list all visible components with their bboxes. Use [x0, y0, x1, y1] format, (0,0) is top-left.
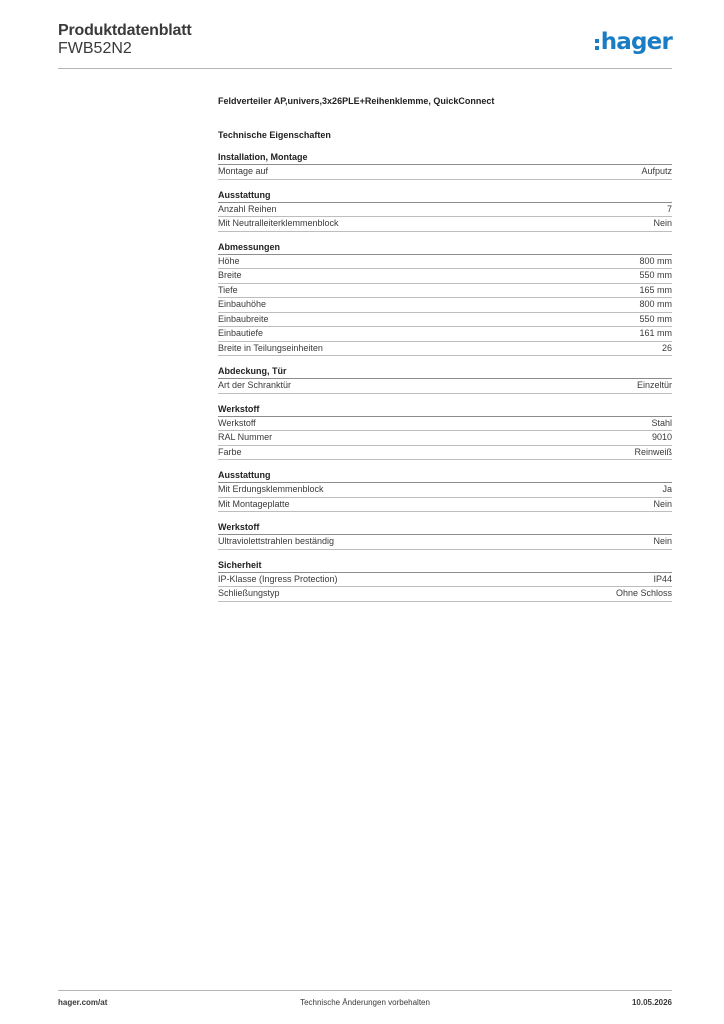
logo-colon-icon [595, 39, 599, 50]
property-value: Stahl [651, 417, 672, 428]
page-footer [58, 998, 672, 1012]
property-value: 800 mm [639, 255, 672, 266]
property-section [218, 189, 672, 232]
section-title: Werkstoff [218, 403, 672, 417]
property-value: Ja [662, 484, 672, 495]
property-label: Höhe [218, 255, 240, 266]
property-label: Art der Schranktür [218, 380, 292, 391]
property-section [218, 559, 672, 602]
properties-heading: Technische Eigenschaften [218, 130, 331, 140]
header-divider [58, 68, 672, 69]
property-section [218, 469, 672, 512]
property-value: 165 mm [639, 284, 672, 295]
property-label: Einbaubreite [218, 313, 269, 324]
property-row [218, 573, 672, 588]
property-label: Anzahl Reihen [218, 203, 277, 214]
property-label: Mit Neutralleiterklemmenblock [218, 218, 339, 229]
property-row [218, 217, 672, 232]
property-label: Einbauhöhe [218, 299, 267, 310]
property-label: Tiefe [218, 284, 238, 295]
property-row [218, 342, 672, 357]
property-value: 161 mm [639, 328, 672, 339]
property-label: Schließungstyp [218, 588, 280, 599]
product-code: FWB52N2 [58, 40, 132, 57]
property-label: IP-Klasse (Ingress Protection) [218, 573, 338, 584]
properties-sections [218, 151, 672, 602]
property-value: Nein [653, 536, 672, 547]
property-value: IP44 [653, 573, 672, 584]
property-value: Nein [653, 218, 672, 229]
footer-website-link[interactable]: hager.com/at [58, 998, 108, 1007]
property-row [218, 269, 672, 284]
property-row [218, 379, 672, 394]
property-row [218, 535, 672, 550]
footer-date: 10.05.2026 [631, 998, 672, 1007]
property-row [218, 298, 672, 313]
property-row [218, 483, 672, 498]
property-label: RAL Nummer [218, 432, 273, 443]
property-value: 550 mm [639, 313, 672, 324]
property-value: Ohne Schloss [615, 588, 672, 599]
property-label: Montage auf [218, 166, 269, 177]
property-value: Nein [653, 498, 672, 509]
footer-disclaimer: Technische Änderungen vorbehalten [300, 998, 430, 1007]
property-row [218, 203, 672, 218]
property-row [218, 284, 672, 299]
property-label: Ultraviolettstrahlen beständig [218, 536, 335, 547]
property-section [218, 403, 672, 461]
hager-logo [595, 28, 672, 56]
page-header [58, 20, 672, 70]
property-label: Werkstoff [218, 417, 256, 428]
logo-dot-top [595, 39, 599, 43]
logo-text: hager [600, 29, 672, 55]
document-title: Produktdatenblatt [58, 22, 192, 39]
property-value: 26 [661, 342, 672, 353]
property-section [218, 151, 672, 180]
property-value: 550 mm [639, 270, 672, 281]
property-value: 800 mm [639, 299, 672, 310]
property-section [218, 365, 672, 394]
property-value: Einzeltür [636, 380, 672, 391]
property-section [218, 521, 672, 550]
property-row [218, 165, 672, 180]
property-row [218, 587, 672, 602]
section-title: Werkstoff [218, 521, 672, 535]
property-label: Mit Erdungsklemmenblock [218, 484, 324, 495]
property-row [218, 417, 672, 432]
property-label: Breite in Teilungseinheiten [218, 342, 323, 353]
property-value: Aufputz [641, 166, 672, 177]
property-row [218, 327, 672, 342]
property-row [218, 446, 672, 461]
property-row [218, 313, 672, 328]
property-value: Reinweiß [634, 446, 672, 457]
property-label: Einbautiefe [218, 328, 264, 339]
section-title: Sicherheit [218, 559, 672, 573]
section-title: Installation, Montage [218, 151, 672, 165]
property-section [218, 241, 672, 357]
product-description: Feldverteiler AP,univers,3x26PLE+Reihenklemme, QuickConnect [218, 96, 495, 106]
property-row [218, 498, 672, 513]
section-title: Abdeckung, Tür [218, 365, 672, 379]
section-title: Ausstattung [218, 189, 672, 203]
section-title: Ausstattung [218, 469, 672, 483]
property-label: Breite [218, 270, 242, 281]
logo-dot-bottom [595, 46, 599, 50]
property-row [218, 255, 672, 270]
datasheet-content [218, 95, 672, 611]
property-row [218, 431, 672, 446]
property-label: Farbe [218, 446, 242, 457]
section-title: Abmessungen [218, 241, 672, 255]
property-label: Mit Montageplatte [218, 498, 290, 509]
footer-divider [58, 990, 672, 991]
property-value: 7 [666, 203, 672, 214]
property-value: 9010 [651, 432, 672, 443]
